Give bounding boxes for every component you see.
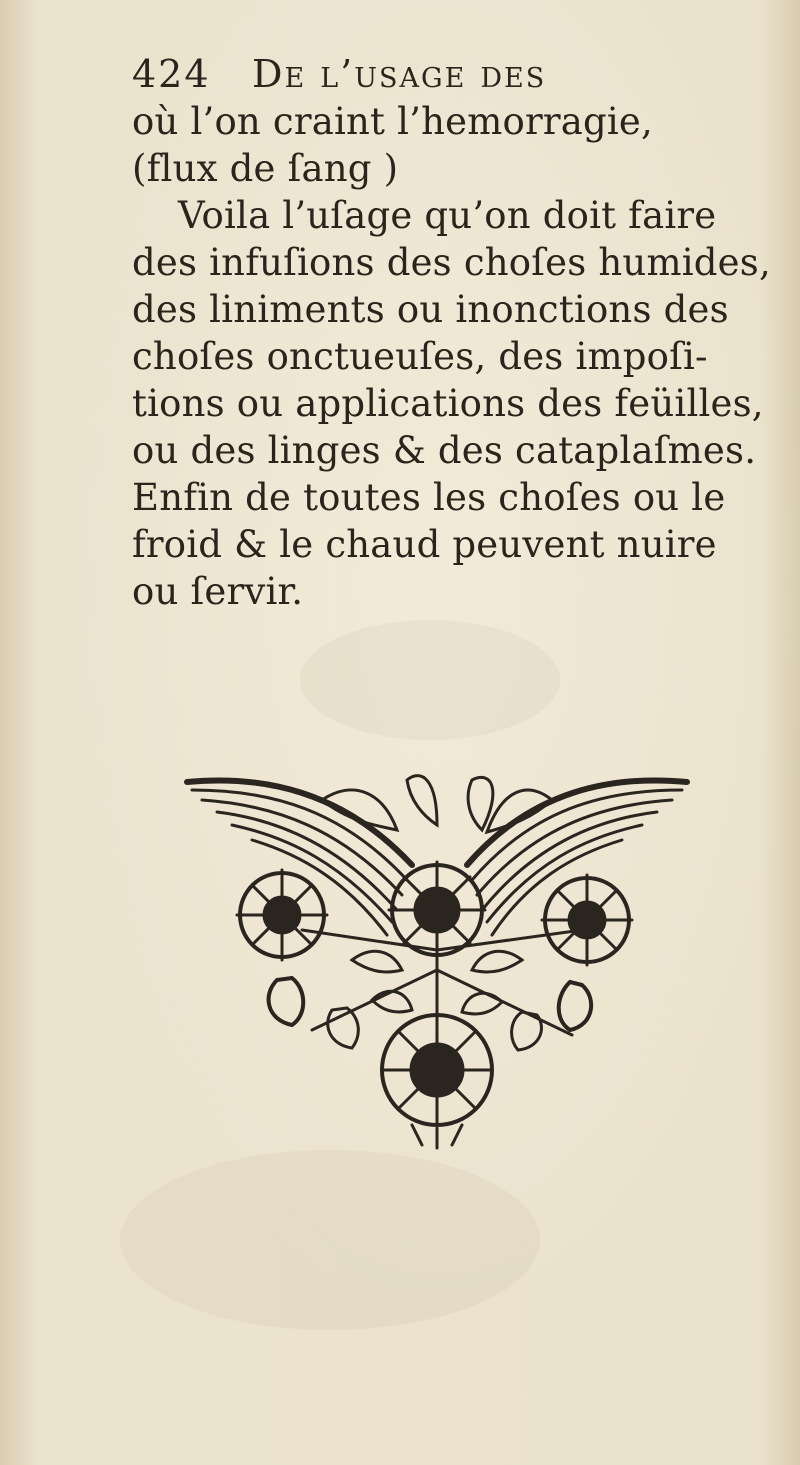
paper-stain xyxy=(300,620,560,740)
text-line: tions ou applications des feüilles, xyxy=(132,382,764,425)
running-header xyxy=(132,52,732,96)
page-number: 424 xyxy=(132,52,211,96)
text-line: des liniments ou inonctions des xyxy=(132,288,729,331)
text-line: choſes onctueuſes, des impoſi- xyxy=(132,335,708,378)
text-line: froid & le chaud peuvent nuire xyxy=(132,523,717,566)
text-line: (flux de ſang ) xyxy=(132,147,399,190)
floral-woodcut-icon xyxy=(182,770,692,1150)
text-line: Enfin de toutes les choſes ou le xyxy=(132,476,726,519)
text-line: des infuſions des choſes humides, xyxy=(132,241,771,284)
running-title: De l’usage des xyxy=(252,52,547,96)
body-text xyxy=(132,98,771,615)
text-line: où l’on craint l’hemorragie, xyxy=(132,100,653,143)
text-line: Voila l’uſage qu’on doit faire xyxy=(178,194,717,237)
paper-stain xyxy=(120,1150,540,1330)
text-line: ou des linges & des cataplaſmes. xyxy=(132,429,757,472)
text-line: ou ſervir. xyxy=(132,570,304,613)
